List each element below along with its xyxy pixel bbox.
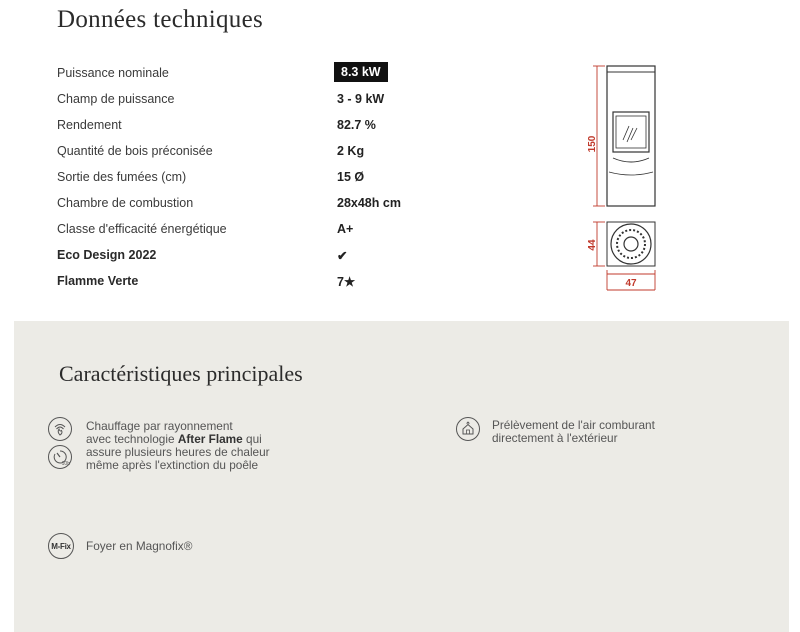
spec-row-efficiency [57,115,457,141]
feature-text-line: Chauffage par rayonnement [86,419,233,433]
spec-label: Classe d'efficacité énergétique [57,222,227,236]
spec-label: Chambre de combustion [57,196,194,210]
main-features-panel [14,321,789,632]
radiant-heat-icon [48,417,72,441]
spec-row-combustion-chamber [57,193,457,219]
main-features-title: Caractéristiques principales [59,361,303,386]
feature-radiant-heat [48,417,270,472]
after-flame-emphasis: After Flame [177,432,243,446]
timer-icon-label: 10h [61,461,70,467]
spec-label: Flamme Verte [57,274,139,288]
spec-row-green-flame [57,271,457,297]
magnofix-icon [48,533,74,559]
spec-label: Rendement [57,118,122,132]
spec-value: 2 Kg [337,144,365,158]
feature-text-line: même après l'extinction du poêle [86,458,259,472]
stove-dimension-drawing [585,60,675,295]
spec-row-eco-design [57,245,457,271]
spec-value: 3 - 9 kW [337,92,385,106]
spec-row-wood-quantity [57,141,457,167]
spec-label: Quantité de bois préconisée [57,144,213,158]
spec-value-highlighted: 8.3 kW [334,62,388,82]
technical-data-title: Données techniques [57,6,264,33]
spec-label: Eco Design 2022 [57,248,157,262]
magnofix-label: Foyer en Magnofix® [86,538,193,553]
feature-text-line: directement à l'extérieur [492,431,618,445]
spec-value: A+ [337,222,354,236]
spec-value: 7★ [337,275,356,289]
spec-value: 15 Ø [337,170,365,184]
spec-label: Sortie des fumées (cm) [57,170,187,184]
depth-label: 44 [587,239,598,251]
spec-row-nominal-power [57,63,457,89]
checkmark-icon: ✔ [337,249,348,263]
feature-text-fragment: qui [242,432,262,446]
feature-magnofix [48,533,192,559]
feature-text-fragment: avec technologie [86,432,178,446]
spec-value: 82.7 % [337,118,376,132]
stove-front-view [607,66,655,206]
spec-row-flue-outlet [57,167,457,193]
stove-top-view [607,222,655,266]
magnofix-icon-label: M-Fix [51,541,71,551]
feature-outside-air [456,417,655,445]
spec-label: Puissance nominale [57,66,169,80]
height-label: 150 [587,135,598,153]
house-air-intake-icon [456,417,480,441]
spec-row-energy-class [57,219,457,245]
feature-text-line: Prélèvement de l'air comburant [492,418,655,432]
feature-text-line: assure plusieurs heures de chaleur [86,445,270,459]
spec-row-power-range [57,89,457,115]
spec-value: 28x48h cm [337,196,401,210]
spec-table [57,63,457,297]
width-label: 47 [625,278,637,289]
timer-icon [48,445,72,469]
spec-label: Champ de puissance [57,92,175,106]
